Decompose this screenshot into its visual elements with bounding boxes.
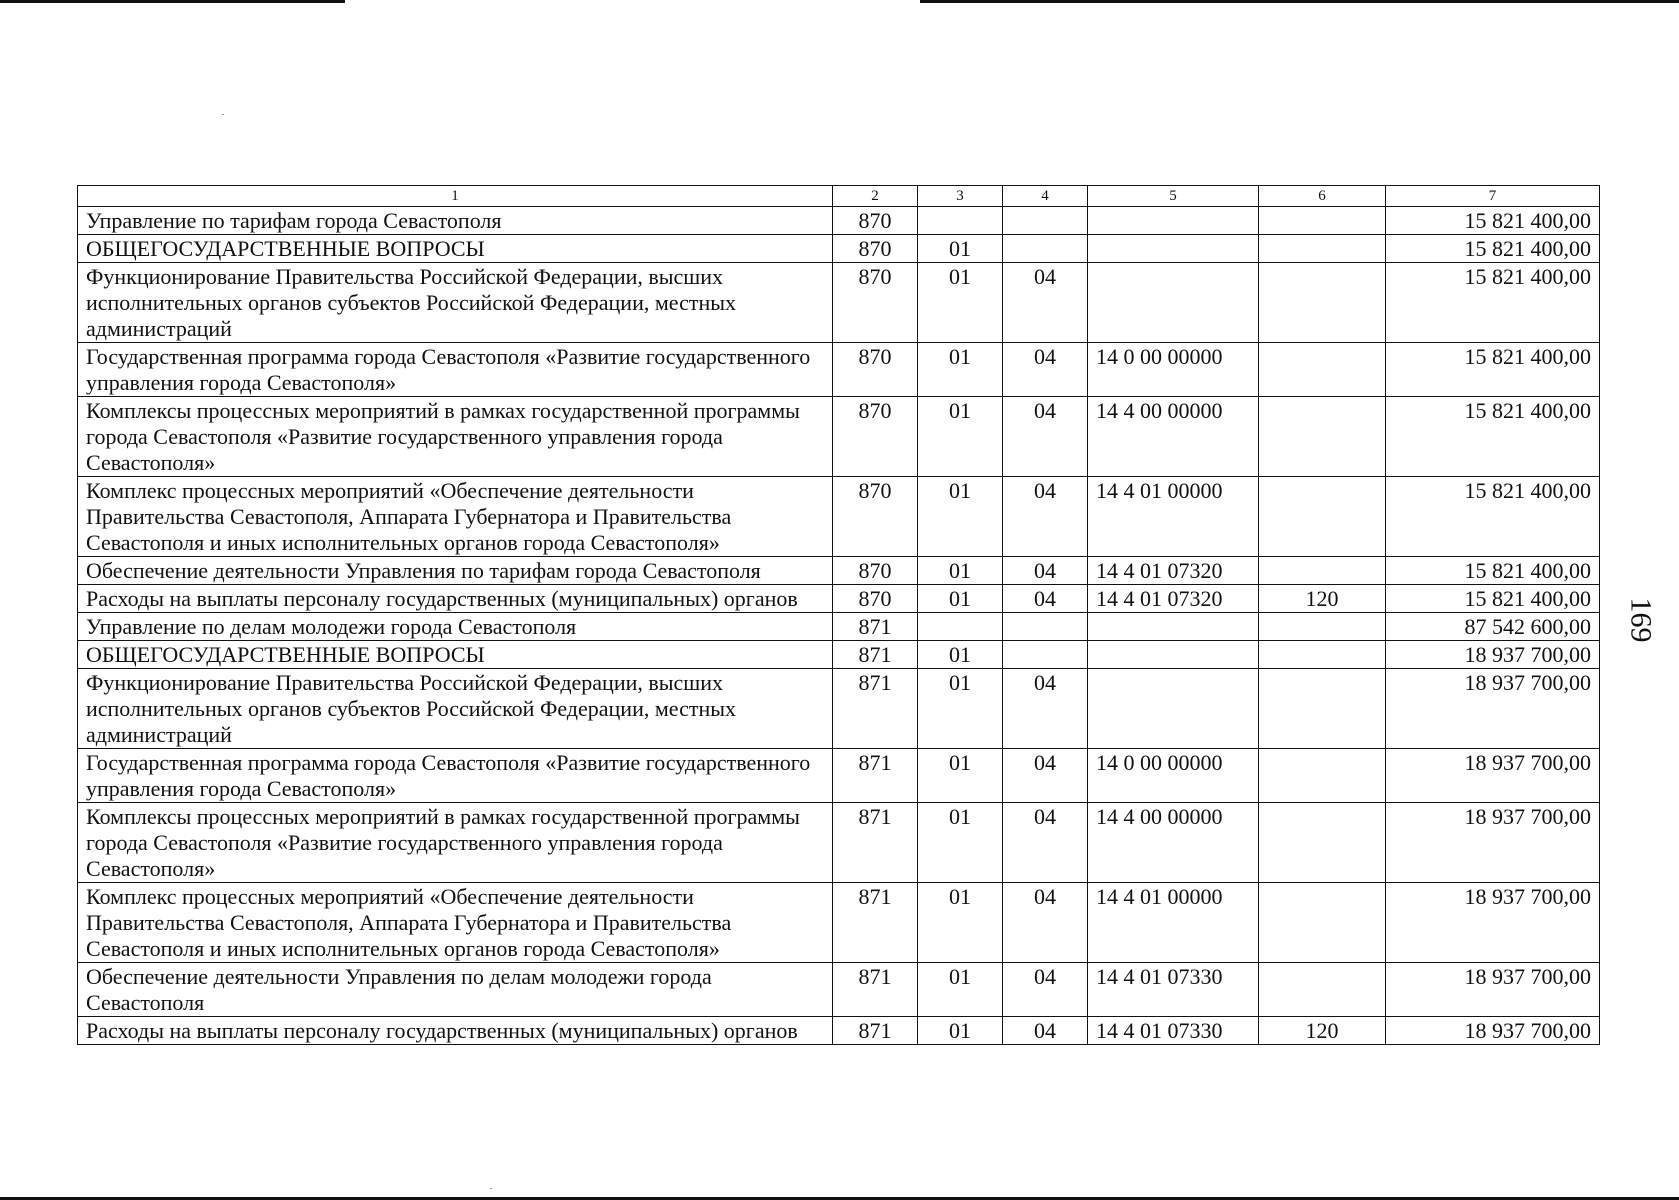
section-code: 01	[918, 557, 1003, 585]
section-code: 01	[918, 1017, 1003, 1045]
amount: 18 937 700,00	[1386, 963, 1600, 1017]
amount: 15 821 400,00	[1386, 263, 1600, 343]
target-article-code	[1088, 641, 1259, 669]
row-name: ОБЩЕГОСУДАРСТВЕННЫЕ ВОПРОСЫ	[78, 641, 833, 669]
grbs-code: 871	[833, 1017, 918, 1045]
table-row	[78, 343, 1600, 397]
column-number: 2	[833, 186, 918, 207]
expense-type-code: 120	[1259, 1017, 1386, 1045]
table-row	[78, 235, 1600, 263]
row-name: Комплексы процессных мероприятий в рамках государственной программы города Севастополя «Развитие государственного управления города Севастополя»	[78, 803, 833, 883]
grbs-code: 871	[833, 613, 918, 641]
grbs-code: 870	[833, 343, 918, 397]
amount: 18 937 700,00	[1386, 749, 1600, 803]
grbs-code: 871	[833, 883, 918, 963]
section-code	[918, 207, 1003, 235]
subsection-code: 04	[1003, 557, 1088, 585]
subsection-code: 04	[1003, 669, 1088, 749]
section-code: 01	[918, 263, 1003, 343]
row-name: Расходы на выплаты персоналу государственных (муниципальных) органов	[78, 585, 833, 613]
target-article-code: 14 0 00 00000	[1088, 343, 1259, 397]
expense-type-code	[1259, 669, 1386, 749]
target-article-code	[1088, 207, 1259, 235]
subsection-code: 04	[1003, 963, 1088, 1017]
section-code	[918, 613, 1003, 641]
subsection-code	[1003, 235, 1088, 263]
scan-speck	[222, 114, 224, 115]
scan-speck	[490, 1188, 492, 1189]
row-name: Государственная программа города Севастополя «Развитие государственного управления города Севастополя»	[78, 343, 833, 397]
row-name: Управление по тарифам города Севастополя	[78, 207, 833, 235]
row-name: ОБЩЕГОСУДАРСТВЕННЫЕ ВОПРОСЫ	[78, 235, 833, 263]
grbs-code: 871	[833, 669, 918, 749]
subsection-code: 04	[1003, 397, 1088, 477]
subsection-code: 04	[1003, 343, 1088, 397]
amount: 87 542 600,00	[1386, 613, 1600, 641]
section-code: 01	[918, 343, 1003, 397]
target-article-code: 14 4 01 07330	[1088, 963, 1259, 1017]
grbs-code: 870	[833, 557, 918, 585]
section-code: 01	[918, 963, 1003, 1017]
table-row	[78, 613, 1600, 641]
target-article-code: 14 4 01 00000	[1088, 883, 1259, 963]
subsection-code: 04	[1003, 1017, 1088, 1045]
grbs-code: 870	[833, 207, 918, 235]
column-number: 7	[1386, 186, 1600, 207]
table-row	[78, 803, 1600, 883]
table-row	[78, 397, 1600, 477]
expense-type-code	[1259, 641, 1386, 669]
page-number: 169	[1624, 597, 1658, 643]
column-number: 4	[1003, 186, 1088, 207]
row-name: Комплексы процессных мероприятий в рамках государственной программы города Севастополя «Развитие государственного управления города Севастополя»	[78, 397, 833, 477]
amount: 18 937 700,00	[1386, 803, 1600, 883]
section-code: 01	[918, 235, 1003, 263]
grbs-code: 871	[833, 749, 918, 803]
section-code: 01	[918, 641, 1003, 669]
target-article-code	[1088, 235, 1259, 263]
grbs-code: 870	[833, 397, 918, 477]
table-row	[78, 1017, 1600, 1045]
subsection-code: 04	[1003, 477, 1088, 557]
budget-table	[77, 185, 1600, 1045]
row-name: Государственная программа города Севастополя «Развитие государственного управления города Севастополя»	[78, 749, 833, 803]
subsection-code: 04	[1003, 263, 1088, 343]
subsection-code: 04	[1003, 883, 1088, 963]
expense-type-code	[1259, 263, 1386, 343]
table-row	[78, 749, 1600, 803]
expense-type-code	[1259, 803, 1386, 883]
table-row	[78, 477, 1600, 557]
table-row	[78, 669, 1600, 749]
target-article-code	[1088, 669, 1259, 749]
section-code: 01	[918, 585, 1003, 613]
grbs-code: 871	[833, 803, 918, 883]
expense-type-code	[1259, 963, 1386, 1017]
row-name: Расходы на выплаты персоналу государственных (муниципальных) органов	[78, 1017, 833, 1045]
amount: 15 821 400,00	[1386, 235, 1600, 263]
grbs-code: 871	[833, 963, 918, 1017]
amount: 18 937 700,00	[1386, 1017, 1600, 1045]
target-article-code: 14 0 00 00000	[1088, 749, 1259, 803]
amount: 18 937 700,00	[1386, 669, 1600, 749]
column-number: 6	[1259, 186, 1386, 207]
amount: 15 821 400,00	[1386, 343, 1600, 397]
row-name: Обеспечение деятельности Управления по тарифам города Севастополя	[78, 557, 833, 585]
column-number-row	[78, 186, 1600, 207]
column-number: 1	[78, 186, 833, 207]
table-row	[78, 883, 1600, 963]
table-row	[78, 585, 1600, 613]
section-code: 01	[918, 477, 1003, 557]
target-article-code: 14 4 01 07330	[1088, 1017, 1259, 1045]
amount: 15 821 400,00	[1386, 477, 1600, 557]
column-number: 5	[1088, 186, 1259, 207]
row-name: Управление по делам молодежи города Севастополя	[78, 613, 833, 641]
subsection-code	[1003, 207, 1088, 235]
target-article-code	[1088, 613, 1259, 641]
target-article-code: 14 4 01 07320	[1088, 557, 1259, 585]
grbs-code: 870	[833, 585, 918, 613]
section-code: 01	[918, 397, 1003, 477]
target-article-code: 14 4 01 00000	[1088, 477, 1259, 557]
row-name: Обеспечение деятельности Управления по делам молодежи города Севастополя	[78, 963, 833, 1017]
row-name: Комплекс процессных мероприятий «Обеспечение деятельности Правительства Севастополя, Аппарата Губернатора и Правительства Севастополя и иных исполнительных органов города Севастополя»	[78, 883, 833, 963]
scan-edge-top-left	[0, 0, 345, 3]
section-code: 01	[918, 883, 1003, 963]
table-row	[78, 557, 1600, 585]
amount: 15 821 400,00	[1386, 397, 1600, 477]
target-article-code: 14 4 00 00000	[1088, 397, 1259, 477]
subsection-code	[1003, 613, 1088, 641]
row-name: Комплекс процессных мероприятий «Обеспечение деятельности Правительства Севастополя, Аппарата Губернатора и Правительства Севастополя и иных исполнительных органов города Севастополя»	[78, 477, 833, 557]
scan-edge-top-right	[920, 0, 1679, 3]
table-row	[78, 263, 1600, 343]
target-article-code	[1088, 263, 1259, 343]
expense-type-code: 120	[1259, 585, 1386, 613]
expense-type-code	[1259, 397, 1386, 477]
target-article-code: 14 4 00 00000	[1088, 803, 1259, 883]
grbs-code: 870	[833, 477, 918, 557]
expense-type-code	[1259, 207, 1386, 235]
section-code: 01	[918, 749, 1003, 803]
table-row	[78, 207, 1600, 235]
grbs-code: 871	[833, 641, 918, 669]
amount: 15 821 400,00	[1386, 557, 1600, 585]
expense-type-code	[1259, 557, 1386, 585]
expense-type-code	[1259, 883, 1386, 963]
amount: 15 821 400,00	[1386, 207, 1600, 235]
section-code: 01	[918, 803, 1003, 883]
expense-type-code	[1259, 235, 1386, 263]
row-name: Функционирование Правительства Российской Федерации, высших исполнительных органов субъектов Российской Федерации, местных администраций	[78, 263, 833, 343]
amount: 18 937 700,00	[1386, 641, 1600, 669]
expense-type-code	[1259, 749, 1386, 803]
table-row	[78, 641, 1600, 669]
expense-type-code	[1259, 613, 1386, 641]
subsection-code: 04	[1003, 749, 1088, 803]
column-number: 3	[918, 186, 1003, 207]
subsection-code: 04	[1003, 803, 1088, 883]
table-row	[78, 963, 1600, 1017]
grbs-code: 870	[833, 263, 918, 343]
row-name: Функционирование Правительства Российской Федерации, высших исполнительных органов субъектов Российской Федерации, местных администраций	[78, 669, 833, 749]
subsection-code: 04	[1003, 585, 1088, 613]
amount: 15 821 400,00	[1386, 585, 1600, 613]
table-body	[78, 186, 1600, 1045]
section-code: 01	[918, 669, 1003, 749]
grbs-code: 870	[833, 235, 918, 263]
target-article-code: 14 4 01 07320	[1088, 585, 1259, 613]
expense-type-code	[1259, 477, 1386, 557]
subsection-code	[1003, 641, 1088, 669]
amount: 18 937 700,00	[1386, 883, 1600, 963]
expense-type-code	[1259, 343, 1386, 397]
